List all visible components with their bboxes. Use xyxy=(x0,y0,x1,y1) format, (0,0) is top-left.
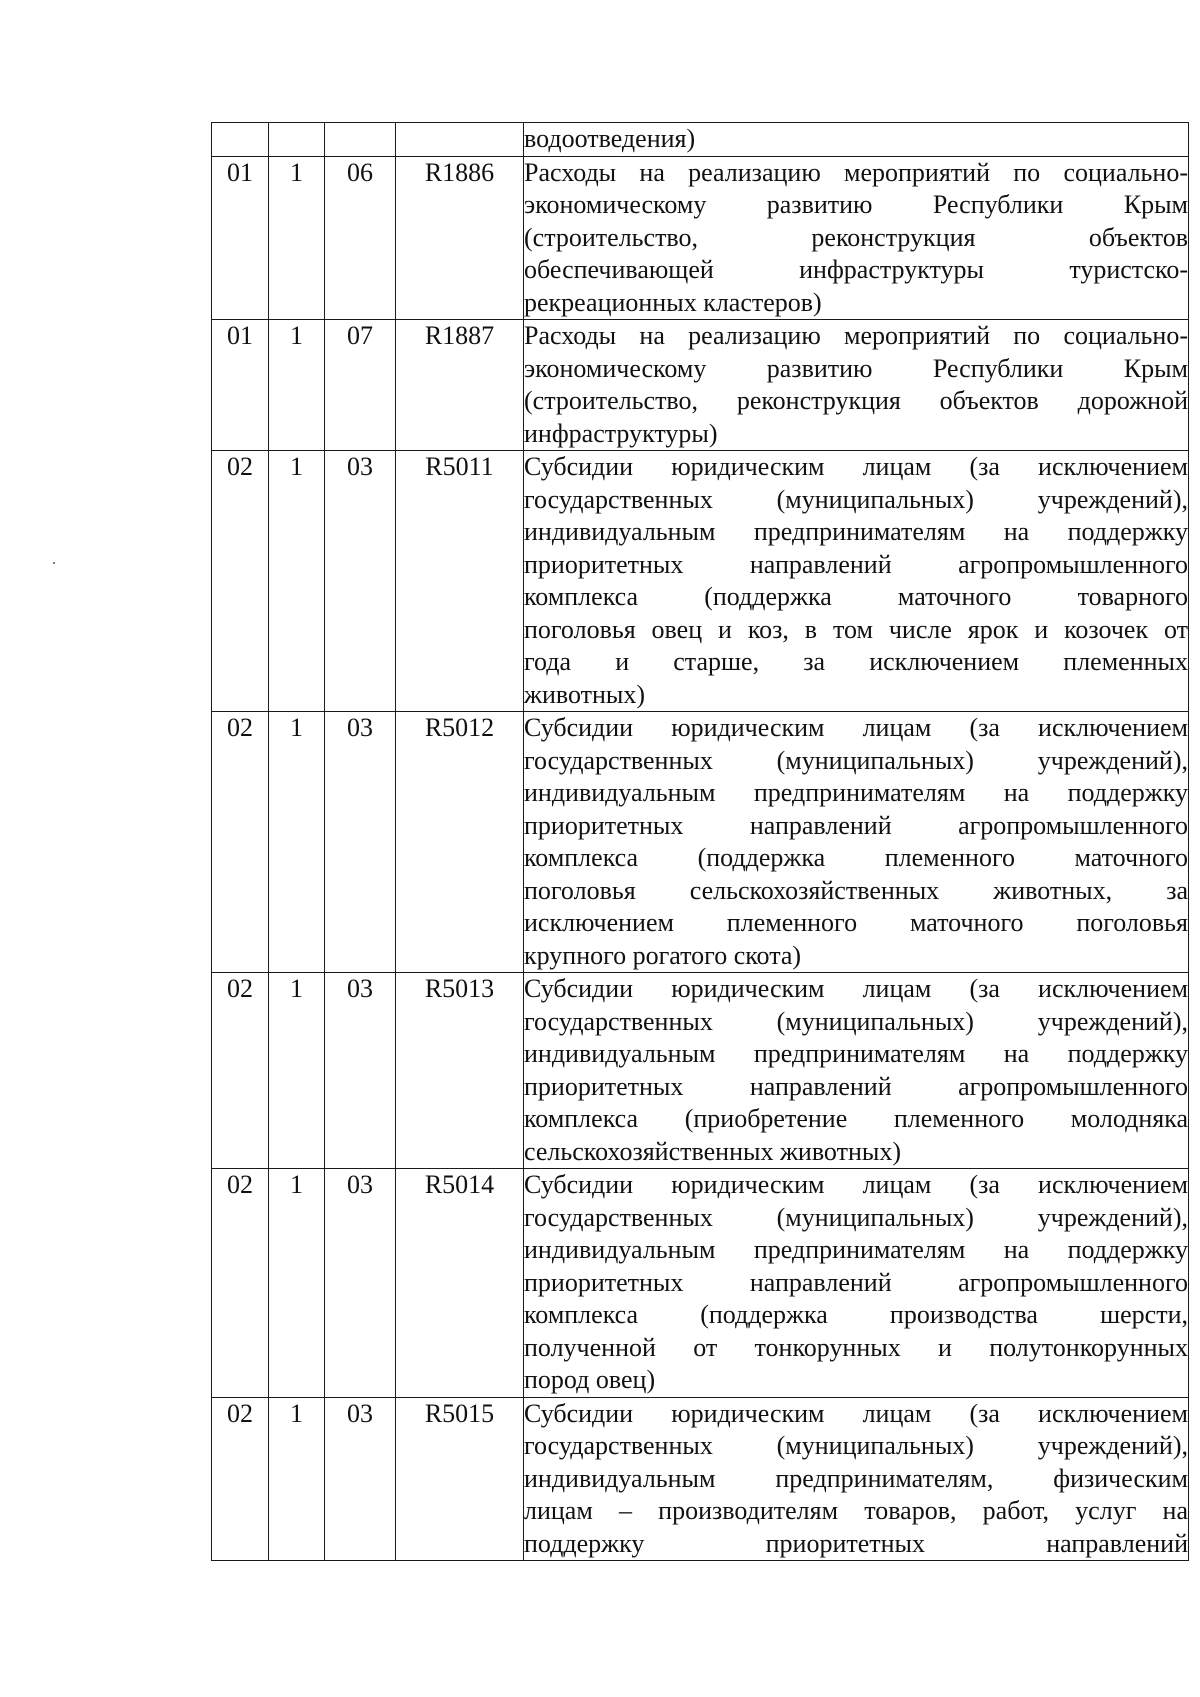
subprogram-code-cell: 03 xyxy=(325,1169,396,1398)
direction-code-cell xyxy=(396,123,524,157)
description-line: экономическому развитию Республики Крым xyxy=(524,353,1188,383)
description-line: лицам – производителям товаров, работ, услуг на xyxy=(524,1496,1188,1525)
description-line: Расходы на реализацию мероприятий по социально- xyxy=(524,157,1188,187)
description-line: индивидуальным предпринимателям на поддержку xyxy=(524,1039,1188,1068)
subprogram-code-cell: 03 xyxy=(325,973,396,1169)
description-line: индивидуальным предпринимателям на поддержку xyxy=(524,778,1188,807)
direction-code-cell: R5014 xyxy=(396,1169,524,1398)
description-line: государственных (муниципальных) учреждений), xyxy=(524,745,1188,775)
description-line: (строительство, реконструкция объектов xyxy=(524,222,1188,252)
description-line: водоотведения) xyxy=(524,124,696,153)
description-line: приоритетных направлений агропромышленного xyxy=(524,810,1188,840)
direction-code-cell: R5011 xyxy=(396,451,524,712)
description-line: исключением племенного маточного поголовья xyxy=(524,908,1188,937)
description-line: приоритетных направлений агропромышленного xyxy=(524,549,1188,579)
description-line: сельскохозяйственных животных) xyxy=(524,1136,901,1166)
direction-code-cell: R5012 xyxy=(396,712,524,973)
description-line: индивидуальным предпринимателям, физическим xyxy=(524,1463,1188,1493)
description-line: государственных (муниципальных) учреждений), xyxy=(524,1006,1188,1036)
table-row xyxy=(212,123,1189,157)
description-line: Субсидии юридическим лицам (за исключением xyxy=(524,1170,1188,1199)
description-line: приоритетных направлений агропромышленного xyxy=(524,1267,1188,1297)
description-line: (строительство, реконструкция объектов дорожной xyxy=(524,386,1188,415)
table-row xyxy=(212,712,1189,973)
description-line: обеспечивающей инфраструктуры туристско- xyxy=(524,255,1188,284)
section-code-cell: 02 xyxy=(212,1169,269,1398)
program-code-cell: 1 xyxy=(269,712,325,973)
table-row xyxy=(212,156,1189,320)
table-body xyxy=(212,123,1189,1561)
subprogram-code-cell: 03 xyxy=(325,712,396,973)
scan-speck xyxy=(53,562,55,564)
description-line: Субсидии юридическим лицам (за исключением xyxy=(524,974,1188,1003)
section-code-cell: 01 xyxy=(212,156,269,320)
subprogram-code-cell: 03 xyxy=(325,1397,396,1561)
description-line: индивидуальным предпринимателям на поддержку xyxy=(524,1235,1188,1264)
table-row xyxy=(212,1397,1189,1561)
description-cell xyxy=(524,320,1189,451)
description-line: государственных (муниципальных) учреждений), xyxy=(524,484,1188,514)
description-cell xyxy=(524,451,1189,712)
section-code-cell: 02 xyxy=(212,712,269,973)
description-cell xyxy=(524,156,1189,320)
description-line: поголовья сельскохозяйственных животных, за xyxy=(524,875,1188,905)
description-line: поголовья овец и коз, в том числе ярок и козочек от xyxy=(524,614,1188,644)
program-code-cell: 1 xyxy=(269,1397,325,1561)
description-line: приоритетных направлений агропромышленного xyxy=(524,1071,1188,1101)
description-line: комплекса (приобретение племенного молодняка xyxy=(524,1104,1188,1133)
table-row xyxy=(212,1169,1189,1398)
description-line: рекреационных кластеров) xyxy=(524,287,822,317)
description-line: пород овец) xyxy=(524,1365,656,1394)
direction-code-cell: R1886 xyxy=(396,156,524,320)
description-line: Субсидии юридическим лицам (за исключением xyxy=(524,1398,1188,1428)
program-code-cell xyxy=(269,123,325,157)
description-line: индивидуальным предпринимателям на поддержку xyxy=(524,517,1188,546)
program-code-cell: 1 xyxy=(269,451,325,712)
table-row xyxy=(212,973,1189,1169)
table-row xyxy=(212,320,1189,451)
description-line: комплекса (поддержка маточного товарного xyxy=(524,582,1188,611)
table-row xyxy=(212,451,1189,712)
description-line: животных) xyxy=(524,679,646,709)
description-line: комплекса (поддержка племенного маточного xyxy=(524,843,1188,872)
subprogram-code-cell: 06 xyxy=(325,156,396,320)
direction-code-cell: R5015 xyxy=(396,1397,524,1561)
budget-classification-table xyxy=(211,122,1189,1561)
description-cell xyxy=(524,123,1189,157)
direction-code-cell: R5013 xyxy=(396,973,524,1169)
section-code-cell: 02 xyxy=(212,1397,269,1561)
subprogram-code-cell xyxy=(325,123,396,157)
description-line: поддержку приоритетных направлений xyxy=(524,1528,1188,1558)
direction-code-cell: R1887 xyxy=(396,320,524,451)
description-line: экономическому развитию Республики Крым xyxy=(524,190,1188,219)
description-cell xyxy=(524,1169,1189,1398)
section-code-cell xyxy=(212,123,269,157)
program-code-cell: 1 xyxy=(269,973,325,1169)
description-line: комплекса (поддержка производства шерсти, xyxy=(524,1300,1188,1329)
description-line: года и старше, за исключением племенных xyxy=(524,647,1188,676)
subprogram-code-cell: 03 xyxy=(325,451,396,712)
section-code-cell: 01 xyxy=(212,320,269,451)
program-code-cell: 1 xyxy=(269,320,325,451)
description-cell xyxy=(524,712,1189,973)
description-line: крупного рогатого скота) xyxy=(524,940,802,970)
description-cell xyxy=(524,973,1189,1169)
program-code-cell: 1 xyxy=(269,1169,325,1398)
section-code-cell: 02 xyxy=(212,973,269,1169)
description-line: полученной от тонкорунных и полутонкорунных xyxy=(524,1332,1188,1362)
description-line: Субсидии юридическим лицам (за исключением xyxy=(524,713,1188,742)
program-code-cell: 1 xyxy=(269,156,325,320)
description-line: Субсидии юридическим лицам (за исключением xyxy=(524,452,1188,481)
description-line: государственных (муниципальных) учреждений), xyxy=(524,1202,1188,1232)
section-code-cell: 02 xyxy=(212,451,269,712)
description-line: инфраструктуры) xyxy=(524,418,718,448)
subprogram-code-cell: 07 xyxy=(325,320,396,451)
description-line: Расходы на реализацию мероприятий по социально- xyxy=(524,321,1188,350)
description-cell xyxy=(524,1397,1189,1561)
description-line: государственных (муниципальных) учреждений), xyxy=(524,1431,1188,1460)
